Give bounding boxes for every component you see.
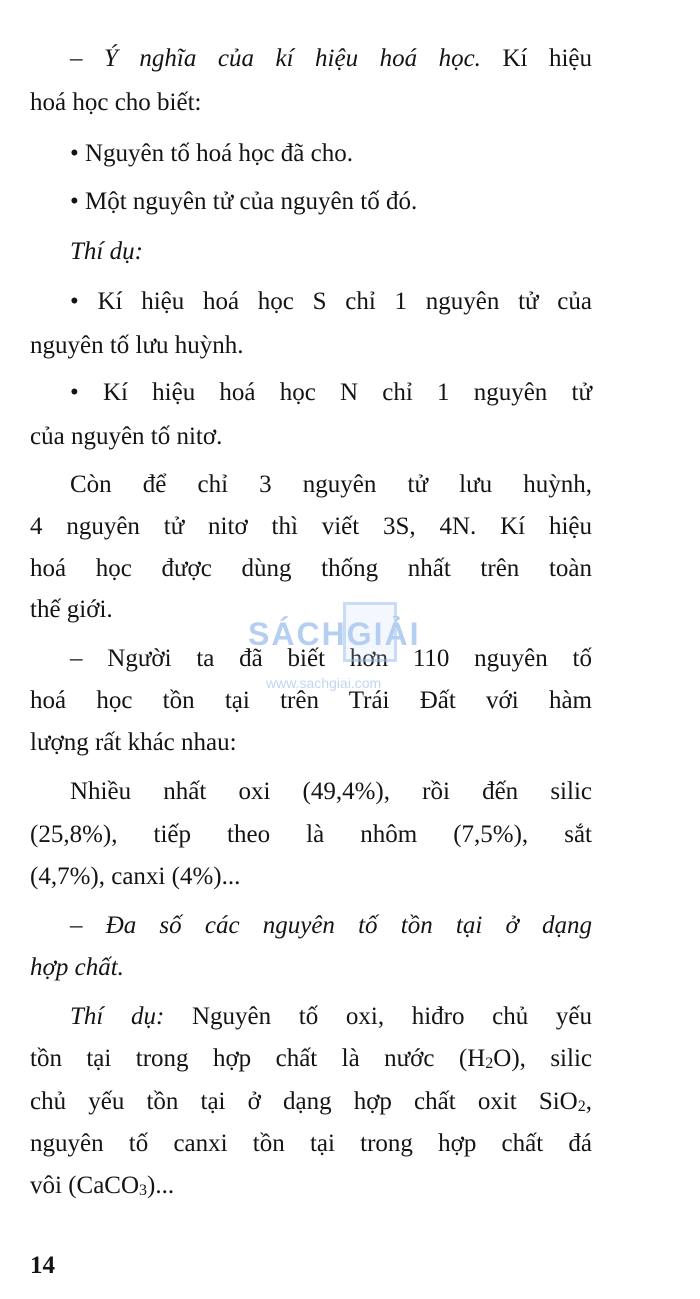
text-line: hoá học cho biết: <box>30 89 202 116</box>
text-line: 4 nguyên tử nitơ thì viết 3S, 4N. Kí hiệu <box>30 513 592 540</box>
text-line: Còn để chỉ 3 nguyên tử lưu huỳnh, <box>70 471 592 498</box>
text-line: tồn tại trong hợp chất là nước $(H_2O)$, silic <box>30 1045 592 1072</box>
text-line: hoá học tồn tại trên Trái Đất với hàm <box>30 687 592 714</box>
text-line: (25,8%), tiếp theo là nhôm (7,5%), sắt <box>30 821 592 848</box>
text-line: của nguyên tố nitơ. <box>30 423 223 450</box>
text-line: – Người ta đã biết hơn 110 nguyên tố <box>70 645 592 672</box>
example-label: Thí dụ: <box>70 238 143 265</box>
page-number: 14 <box>30 1252 55 1279</box>
text-line: vôi (CaCO$_3$)... <box>30 1172 175 1199</box>
text-line: chủ yếu tồn tại ở dạng hợp chất oxit SiO$_2$, <box>30 1088 592 1115</box>
watermark-logo <box>248 600 458 700</box>
bullet-item: • Kí hiệu hoá học S chỉ 1 nguyên tử của <box>70 288 592 315</box>
bullet-item: • Một nguyên tử của nguyên tố đó. <box>70 188 418 215</box>
text-line: nguyên tố lưu huỳnh. <box>30 332 244 359</box>
italic-line: – Đa số các nguyên tố tồn tại ở dạng <box>70 912 592 939</box>
text-line: Thí dụ: Nguyên tố oxi, hiđro chủ yếu <box>70 1003 592 1030</box>
text-line: Nhiều nhất oxi (49,4%), rồi đến silic <box>70 778 592 805</box>
subscript: 2 <box>577 1098 586 1115</box>
text-line: lượng rất khác nhau: <box>30 729 237 756</box>
text-line: nguyên tố canxi tồn tại trong hợp chất đá <box>30 1130 592 1157</box>
watermark-brand: SÁCHGIẢI <box>248 616 421 652</box>
bullet-item: • Kí hiệu hoá học N chỉ 1 nguyên tử <box>70 379 592 406</box>
subscript: 2 <box>485 1055 494 1072</box>
text-line: hoá học được dùng thống nhất trên toàn <box>30 555 592 582</box>
italic-line: hợp chất. <box>30 954 124 981</box>
subscript: 3 <box>139 1182 148 1199</box>
watermark-url: www.sachgiai.com <box>266 675 382 691</box>
text-line: thế giới. <box>30 596 113 623</box>
bullet-item: • Nguyên tố hoá học đã cho. <box>70 140 353 167</box>
italic-heading: Ý nghĩa của kí hiệu hoá học. <box>104 45 481 72</box>
text-line: (4,7%), canxi (4%)... <box>30 863 241 890</box>
text-line: – Ý nghĩa của kí hiệu hoá học. Kí hiệu <box>70 45 592 72</box>
